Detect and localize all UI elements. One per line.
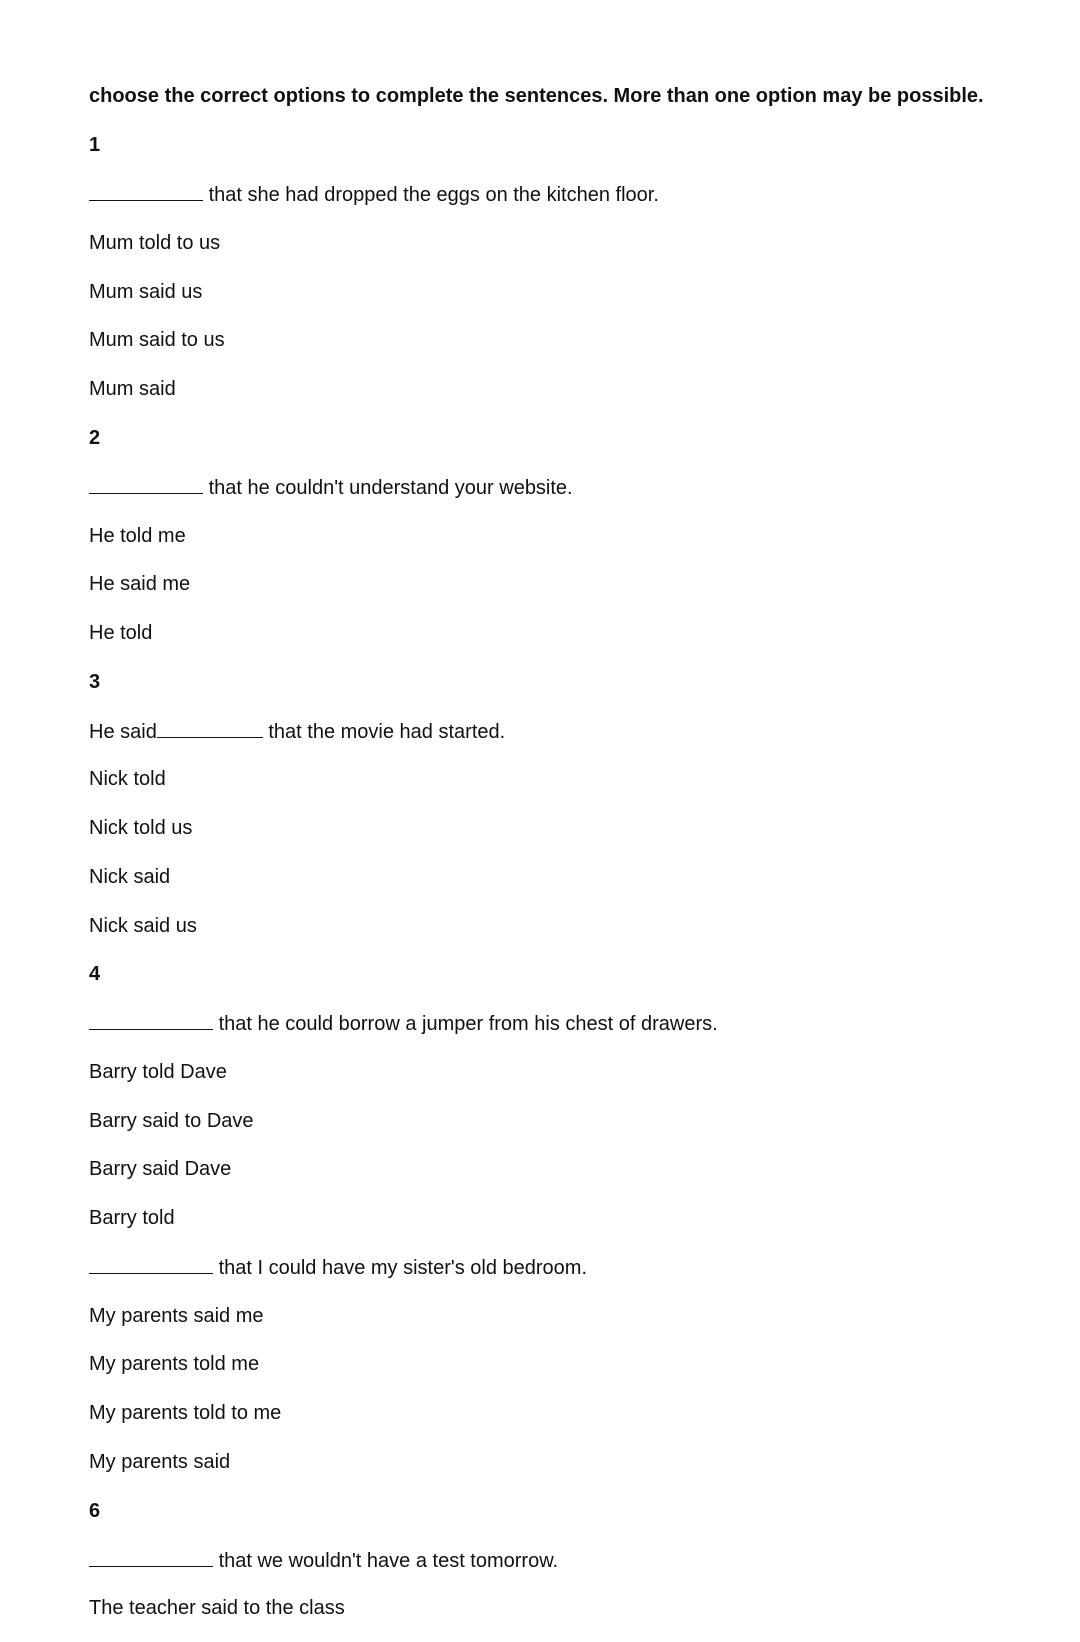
question-stem xyxy=(89,1011,718,1036)
option-text: My parents said me xyxy=(89,1305,264,1327)
stem-text: that he could borrow a jumper from his chest of drawers. xyxy=(218,1013,718,1035)
question-number: 1 xyxy=(89,134,101,156)
option-text: Barry said Dave xyxy=(89,1158,232,1180)
stem-text: that he couldn't understand your website. xyxy=(208,477,573,499)
option-text: Barry said to Dave xyxy=(89,1110,254,1132)
answer-blank xyxy=(89,1548,213,1567)
option-text: He told xyxy=(89,622,153,644)
question-stem xyxy=(89,475,573,500)
question-stem xyxy=(89,182,659,207)
question-number: 2 xyxy=(89,427,101,449)
option-text: The teacher said to the class xyxy=(89,1597,345,1619)
answer-blank xyxy=(89,1011,213,1030)
stem-text: that the movie had started. xyxy=(268,721,506,743)
stem-prefix: He said xyxy=(89,721,157,743)
answer-blank xyxy=(89,1255,213,1274)
option-text: Nick said xyxy=(89,866,171,888)
answer-blank xyxy=(89,475,203,494)
option-text: Nick told xyxy=(89,768,166,790)
answer-blank xyxy=(157,719,263,738)
option-text: Nick told us xyxy=(89,817,193,839)
question-stem xyxy=(89,1255,587,1280)
option-text: Mum told to us xyxy=(89,232,221,254)
question-number: 6 xyxy=(89,1500,101,1522)
option-text: Mum said to us xyxy=(89,329,225,351)
option-text: He said me xyxy=(89,573,191,595)
option-text: Barry told xyxy=(89,1207,175,1229)
option-text: Barry told Dave xyxy=(89,1061,227,1083)
stem-text: that I could have my sister's old bedroom. xyxy=(218,1257,587,1279)
option-text: My parents said xyxy=(89,1451,231,1473)
option-text: He told me xyxy=(89,525,186,547)
question-stem xyxy=(89,719,505,744)
stem-text: that she had dropped the eggs on the kitchen floor. xyxy=(208,184,659,206)
option-text: Mum said us xyxy=(89,281,203,303)
stem-text: that we wouldn't have a test tomorrow. xyxy=(218,1550,559,1572)
option-text: Nick said us xyxy=(89,915,197,937)
option-text: My parents told to me xyxy=(89,1402,282,1424)
option-text: My parents told me xyxy=(89,1353,260,1375)
instructions: choose the correct options to complete the sentences. More than one option may be possible. xyxy=(89,85,984,107)
option-text: Mum said xyxy=(89,378,176,400)
question-number: 3 xyxy=(89,671,101,693)
question-stem xyxy=(89,1548,558,1573)
question-number: 4 xyxy=(89,963,101,985)
answer-blank xyxy=(89,182,203,201)
